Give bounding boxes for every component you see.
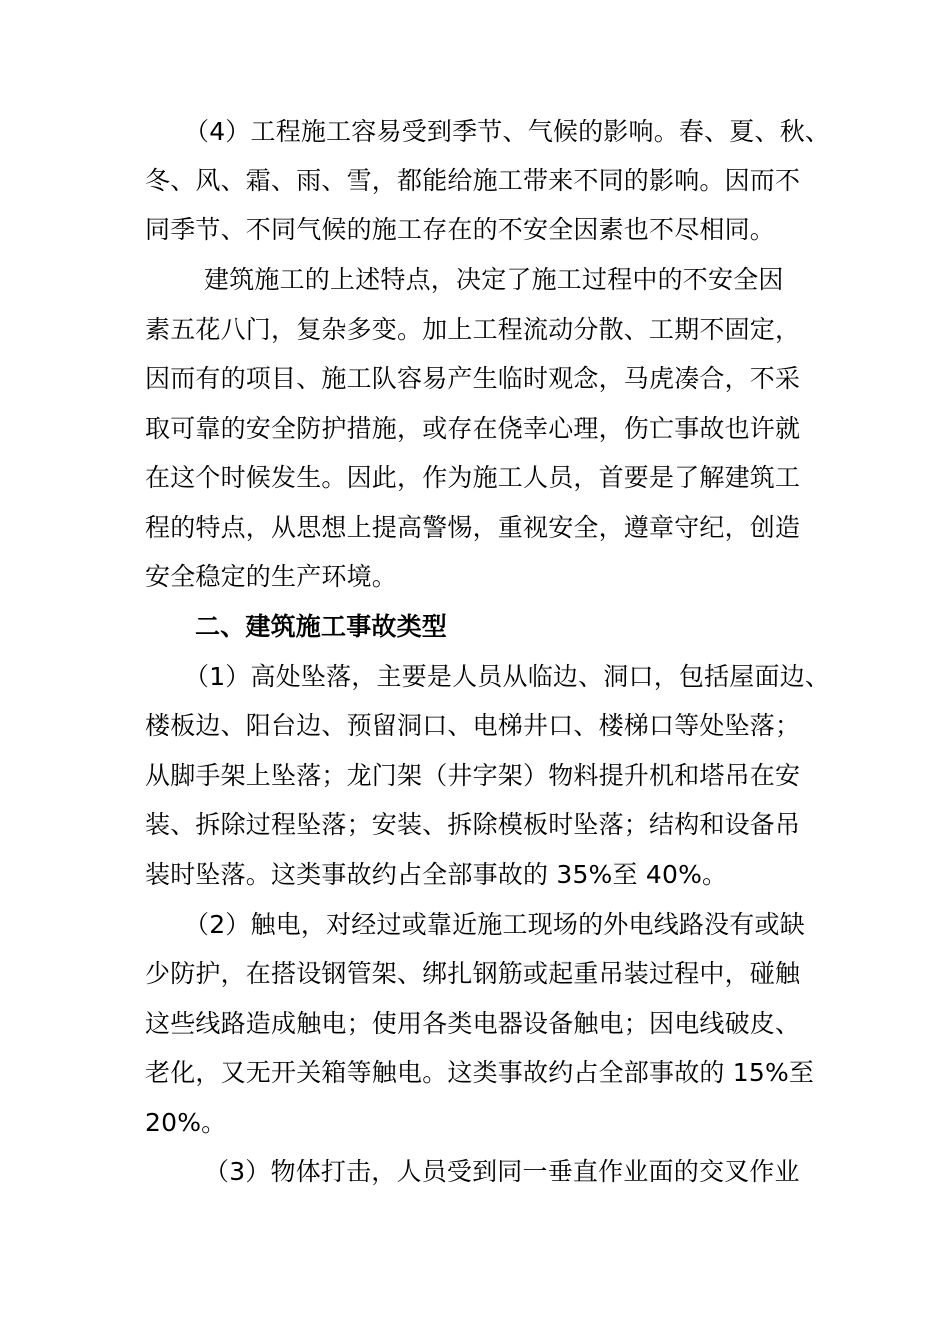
paragraph-2-line-7: 安全稳定的生产环境。 xyxy=(145,562,398,591)
paragraph-3-line-5: 装时坠落。这类事故约占全部事故的 35%至 40%。 xyxy=(145,860,728,889)
paragraph-4-line-1: （2）触电，对经过或靠近施工现场的外电线路没有或缺 xyxy=(184,910,805,939)
paragraph-1-line-3: 同季节、不同气候的施工存在的不安全因素也不尽相同。 xyxy=(145,215,776,244)
paragraph-3-line-4: 装、拆除过程坠落；安装、拆除模板时坠落；结构和设备吊 xyxy=(145,810,801,839)
paragraph-2-line-2: 素五花八门，复杂多变。加上工程流动分散、工期不固定， xyxy=(145,315,801,344)
section-heading: 二、建筑施工事故类型 xyxy=(195,612,448,641)
paragraph-3-line-1: （1）高处坠落，主要是人员从临边、洞口，包括屋面边、 xyxy=(184,662,831,691)
paragraph-5-line-1: （3）物体打击，人员受到同一垂直作业面的交叉作业 xyxy=(204,1157,800,1186)
paragraph-4-line-3: 这些线路造成触电；使用各类电器设备触电；因电线破皮、 xyxy=(145,1009,801,1038)
paragraph-1-line-2: 冬、风、霜、雨、雪，都能给施工带来不同的影响。因而不 xyxy=(145,166,801,195)
paragraph-1-line-1: （4）工程施工容易受到季节、气候的影响。春、夏、秋、 xyxy=(184,117,831,146)
paragraph-3-line-2: 楼板边、阳台边、预留洞口、电梯井口、楼梯口等处坠落； xyxy=(145,711,801,740)
paragraph-2-line-4: 取可靠的安全防护措施，或存在侥幸心理，伤亡事故也许就 xyxy=(145,414,801,443)
paragraph-3-line-3: 从脚手架上坠落；龙门架（井字架）物料提升机和塔吊在安 xyxy=(145,761,801,790)
paragraph-2-line-5: 在这个时候发生。因此，作为施工人员，首要是了解建筑工 xyxy=(145,463,801,492)
paragraph-4-line-4: 老化，又无开关箱等触电。这类事故约占全部事故的 15%至 xyxy=(145,1058,815,1087)
paragraph-2-line-6: 程的特点，从思想上提高警惕，重视安全，遵章守纪，创造 xyxy=(145,513,801,542)
paragraph-4-line-2: 少防护，在搭设钢管架、绑扎钢筋或起重吊装过程中，碰触 xyxy=(145,959,801,988)
paragraph-4-line-5: 20%。 xyxy=(145,1108,227,1137)
paragraph-2-line-1: 建筑施工的上述特点，决定了施工过程中的不安全因 xyxy=(204,265,784,294)
paragraph-2-line-3: 因而有的项目、施工队容易产生临时观念，马虎凑合，不采 xyxy=(145,364,801,393)
